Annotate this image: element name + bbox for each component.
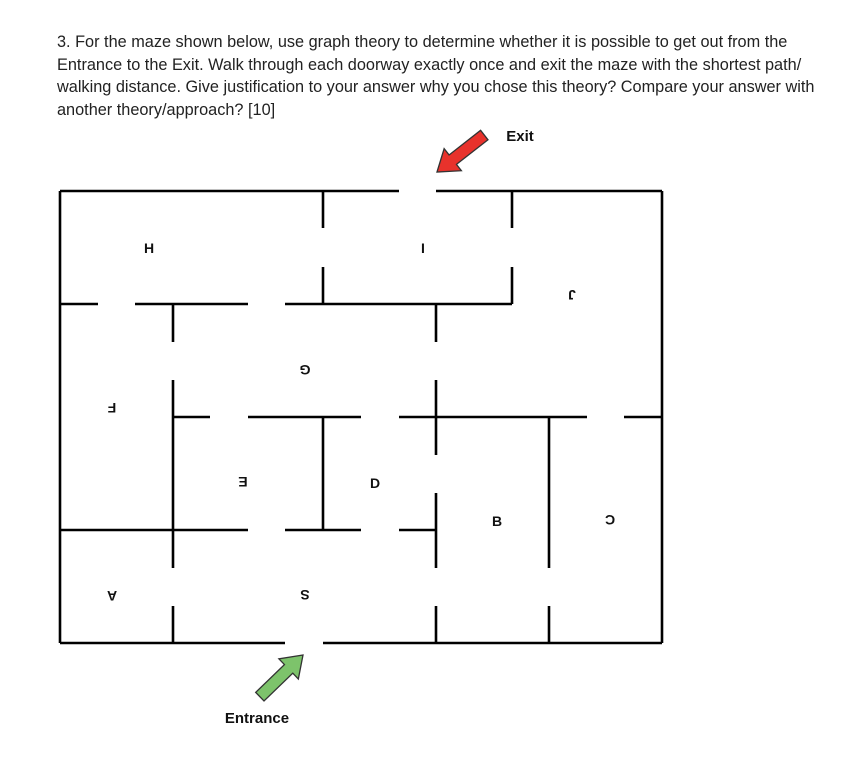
exit-arrow-icon [428, 124, 493, 183]
room-label-j: J [568, 287, 576, 303]
room-labels [107, 240, 615, 604]
entrance-arrow-icon [250, 645, 313, 707]
entrance-arrow [250, 645, 313, 707]
room-label-c: C [604, 512, 616, 528]
exit-label: Exit [506, 128, 534, 145]
exit-arrow [428, 124, 493, 183]
maze-walls [60, 191, 662, 643]
room-label-g: G [299, 362, 311, 378]
room-label-a: A [106, 588, 118, 604]
room-label-h: H [143, 240, 155, 256]
room-label-f: F [107, 400, 117, 416]
question-text: 3. For the maze shown below, use graph theory to determine whether it is possible to get out from the Entrance to the Exit. Walk through each doorway exactly once and exit the maze with the shortest path/ walking distance. Give justification to your answer why you chose this theory? Compare your answer with another theory/approach? [10] [57, 33, 815, 119]
room-label-i: I [421, 240, 425, 256]
room-label-s: S [300, 587, 310, 603]
entrance-label: Entrance [224, 710, 290, 727]
room-label-d: D [369, 475, 381, 491]
room-label-e: E [238, 474, 248, 490]
room-label-b: B [491, 513, 503, 529]
